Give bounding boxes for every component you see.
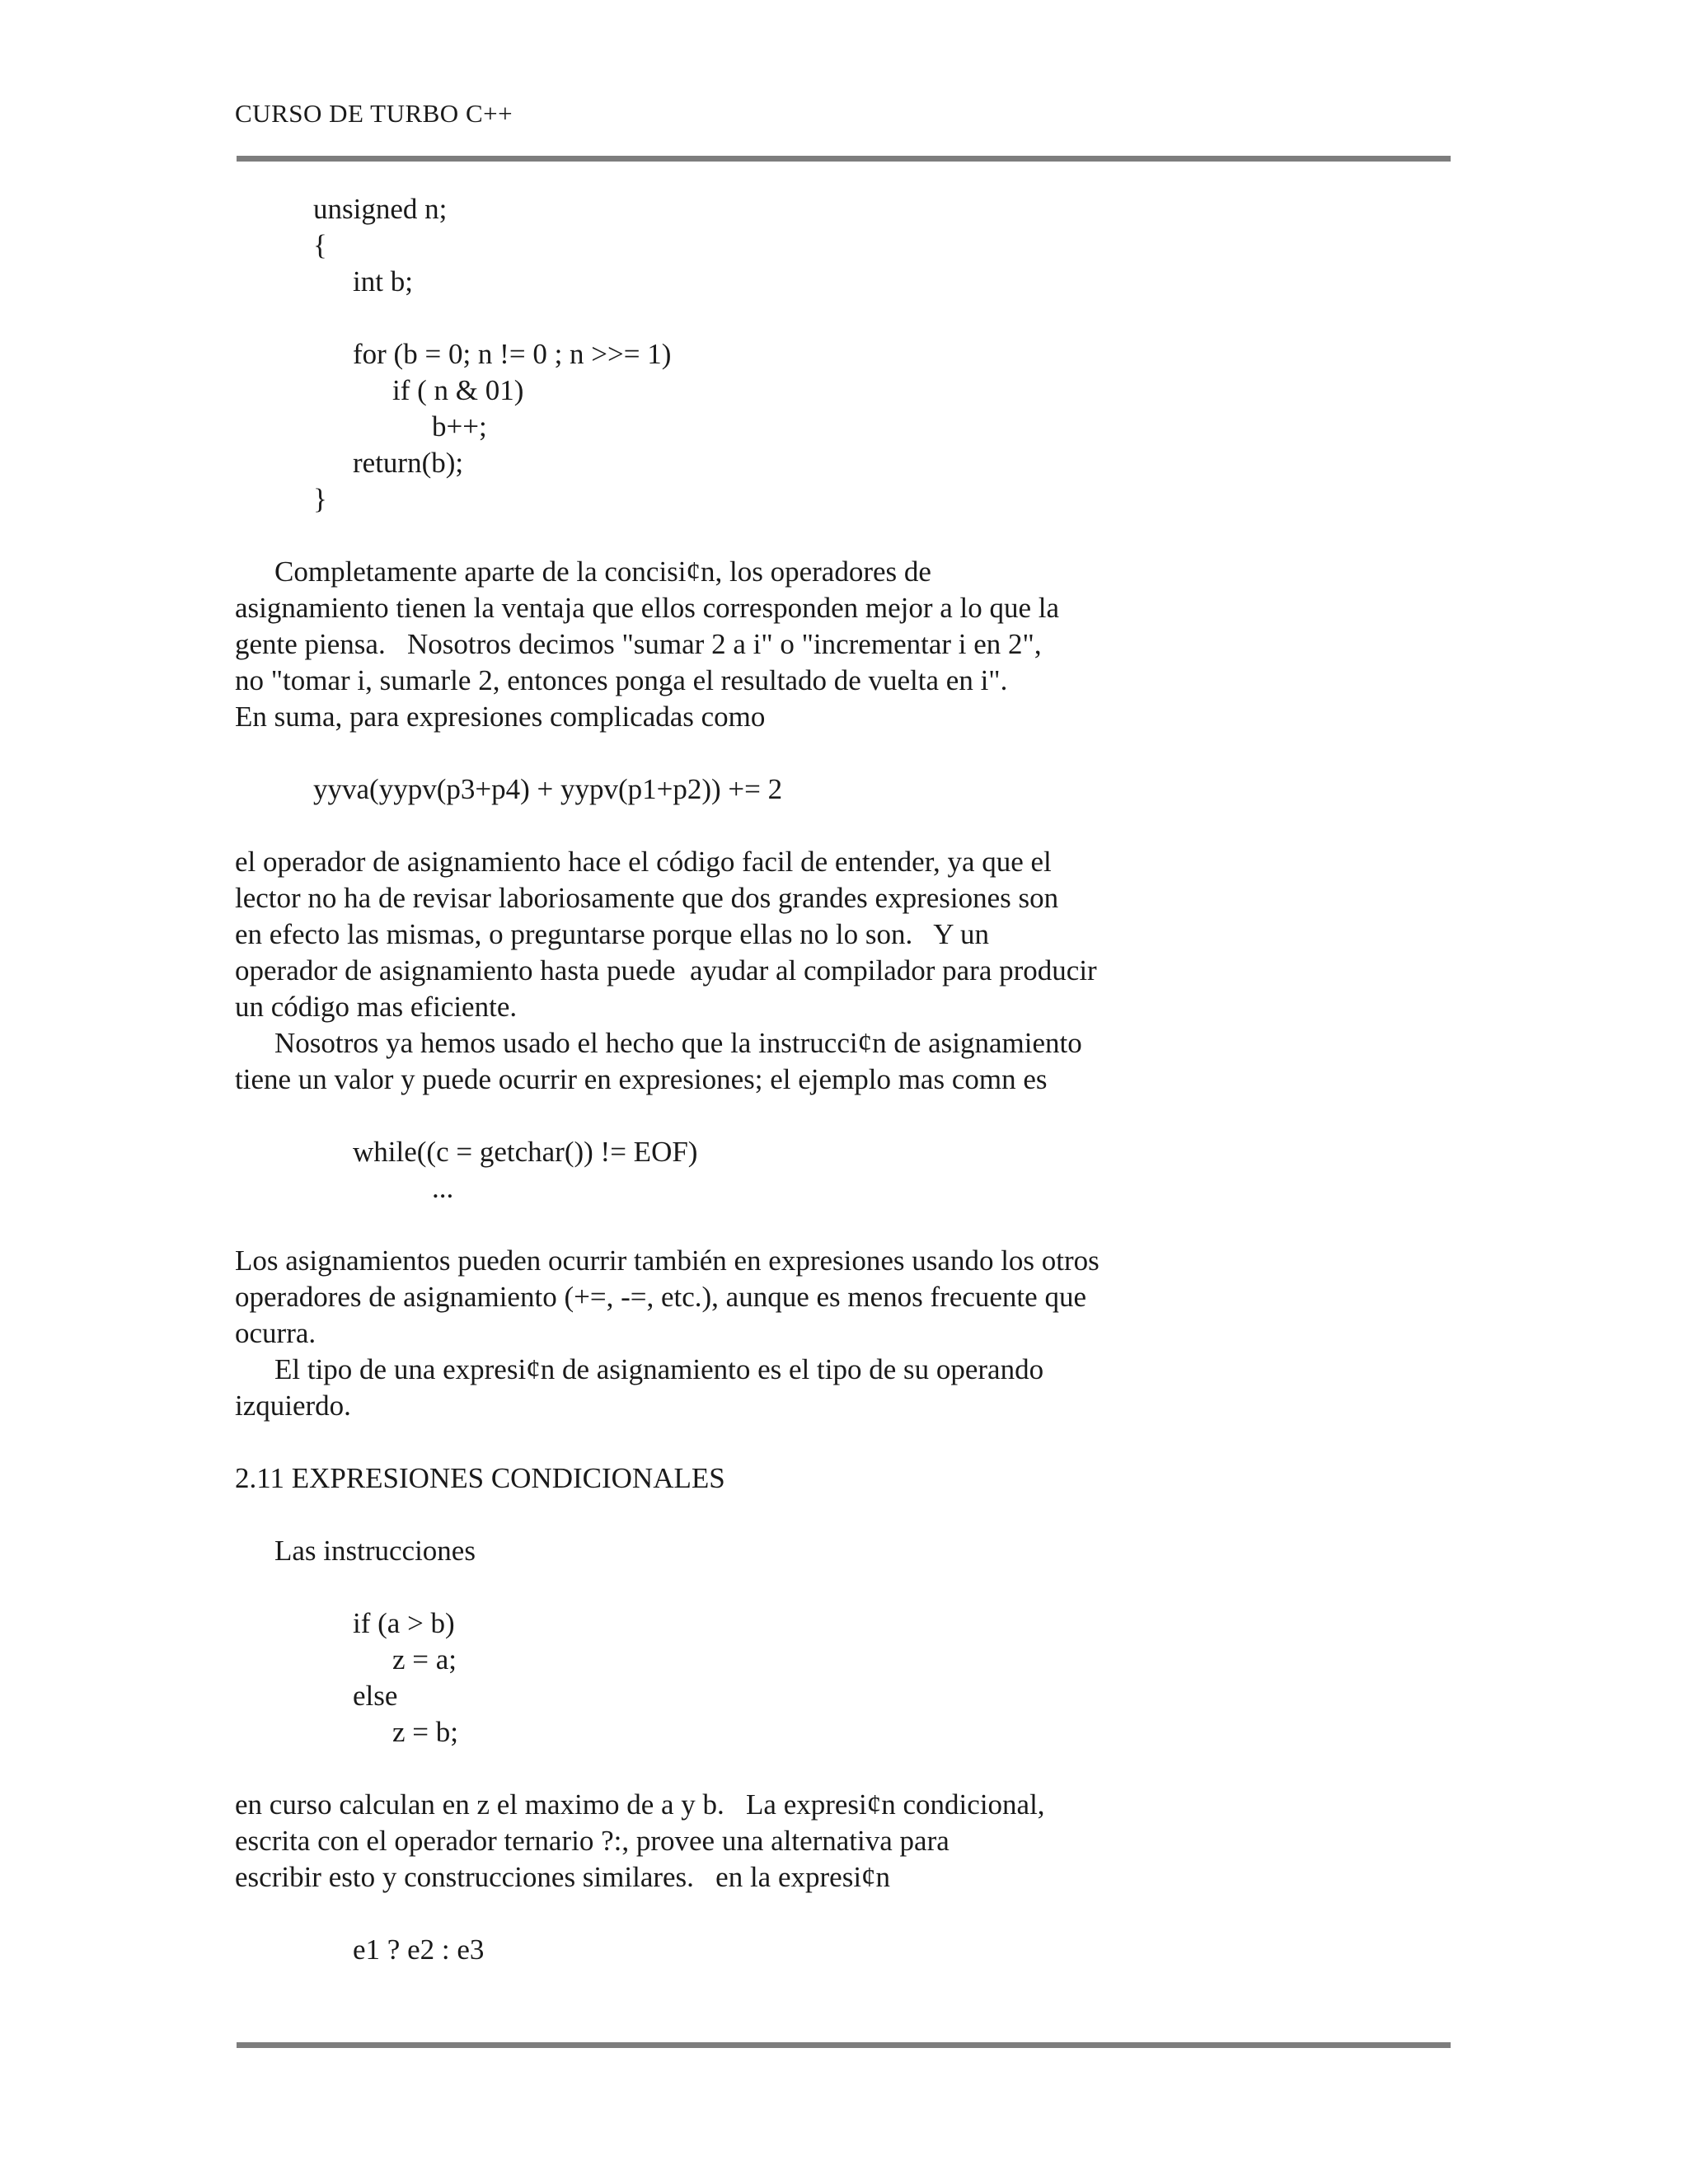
- blank-line: [235, 1098, 1447, 1134]
- code-block-bitcount: [235, 191, 1447, 518]
- code-line-ternary: e1 ? e2 : e3: [353, 1933, 485, 1966]
- text-line: Completamente aparte de la concisi¢n, los operadores de: [274, 555, 931, 588]
- code-line: else: [353, 1680, 398, 1712]
- blank-line: [235, 300, 1447, 336]
- paragraph-operator-benefit: [235, 844, 1447, 1025]
- code-line: if ( n & 01): [392, 374, 524, 406]
- footer-rule: [237, 2042, 1451, 2048]
- code-line: b++;: [432, 410, 487, 443]
- text-line: escribir esto y construcciones similares. en la expresi¢n: [235, 1861, 891, 1893]
- text-line: Las instrucciones: [274, 1535, 476, 1567]
- paragraph-ternary: [235, 1787, 1447, 1896]
- header-rule: [237, 156, 1451, 162]
- text-line: un código mas eficiente.: [235, 991, 518, 1023]
- text-line: en curso calculan en z el maximo de a y b. La expresi¢n condicional,: [235, 1788, 1045, 1821]
- text-line: En suma, para expresiones complicadas como: [235, 701, 766, 733]
- code-line-yyva: yyva(yypv(p3+p4) + yypv(p1+p2)) += 2: [313, 773, 783, 805]
- blank-line: [235, 1750, 1447, 1787]
- blank-line: [235, 1569, 1447, 1605]
- text-line: el operador de asignamiento hace el código facil de entender, ya que el: [235, 846, 1052, 878]
- text-line: escrita con el operador ternario ?:, provee una alternativa para: [235, 1825, 950, 1857]
- code-line: return(b);: [353, 447, 464, 479]
- text-line: operador de asignamiento hasta puede ayudar al compilador para producir: [235, 954, 1097, 987]
- text-line: no "tomar i, sumarle 2, entonces ponga el resultado de vuelta en i".: [235, 664, 1008, 696]
- blank-line: [235, 1896, 1447, 1932]
- text-line: gente piensa. Nosotros decimos "sumar 2 a i" o "incrementar i en 2",: [235, 628, 1042, 660]
- blank-line: [235, 808, 1447, 844]
- text-line: ocurra.: [235, 1317, 316, 1349]
- text-line: asignamiento tienen la ventaja que ellos corresponden mejor a lo que la: [235, 592, 1060, 624]
- blank-line: [235, 1497, 1447, 1533]
- code-line: while((c = getchar()) != EOF): [353, 1136, 698, 1168]
- blank-line: [235, 518, 1447, 554]
- code-line: z = a;: [392, 1643, 457, 1675]
- code-line: {: [313, 229, 327, 261]
- text-line: Los asignamientos pueden ocurrir también en expresiones usando los otros: [235, 1244, 1100, 1277]
- blank-line: [235, 1424, 1447, 1460]
- text-line: izquierdo.: [235, 1390, 351, 1422]
- code-line: int b;: [353, 265, 413, 298]
- paragraph-assignment-value: [235, 1025, 1447, 1098]
- paragraph-expression-type: [235, 1352, 1447, 1424]
- text-line: lector no ha de revisar laboriosamente que dos grandes expresiones son: [235, 882, 1059, 914]
- code-block-ifelse: [235, 1605, 1447, 1750]
- code-block-while: [235, 1134, 1447, 1207]
- page-header-title: CURSO DE TURBO C++: [235, 99, 513, 128]
- text-line: Nosotros ya hemos usado el hecho que la instrucci¢n de asignamiento: [274, 1027, 1082, 1059]
- code-line: unsigned n;: [313, 193, 448, 225]
- paragraph-other-operators: [235, 1243, 1447, 1352]
- code-line: if (a > b): [353, 1607, 455, 1639]
- code-line: for (b = 0; n != 0 ; n >>= 1): [353, 338, 672, 370]
- code-line: ...: [432, 1172, 454, 1204]
- paragraph-concision: [235, 554, 1447, 735]
- page-content: [235, 191, 1447, 1968]
- text-line: El tipo de una expresi¢n de asignamiento es el tipo de su operando: [274, 1353, 1044, 1385]
- code-line: }: [313, 483, 327, 515]
- blank-line: [235, 1207, 1447, 1243]
- code-line: z = b;: [392, 1716, 458, 1748]
- blank-line: [235, 735, 1447, 771]
- section-heading: 2.11 EXPRESIONES CONDICIONALES: [235, 1462, 725, 1494]
- text-line: en efecto las mismas, o preguntarse porque ellas no lo son. Y un: [235, 918, 989, 950]
- text-line: operadores de asignamiento (+=, -=, etc.), aunque es menos frecuente que: [235, 1281, 1086, 1313]
- text-line: tiene un valor y puede ocurrir en expresiones; el ejemplo mas comn es: [235, 1063, 1048, 1095]
